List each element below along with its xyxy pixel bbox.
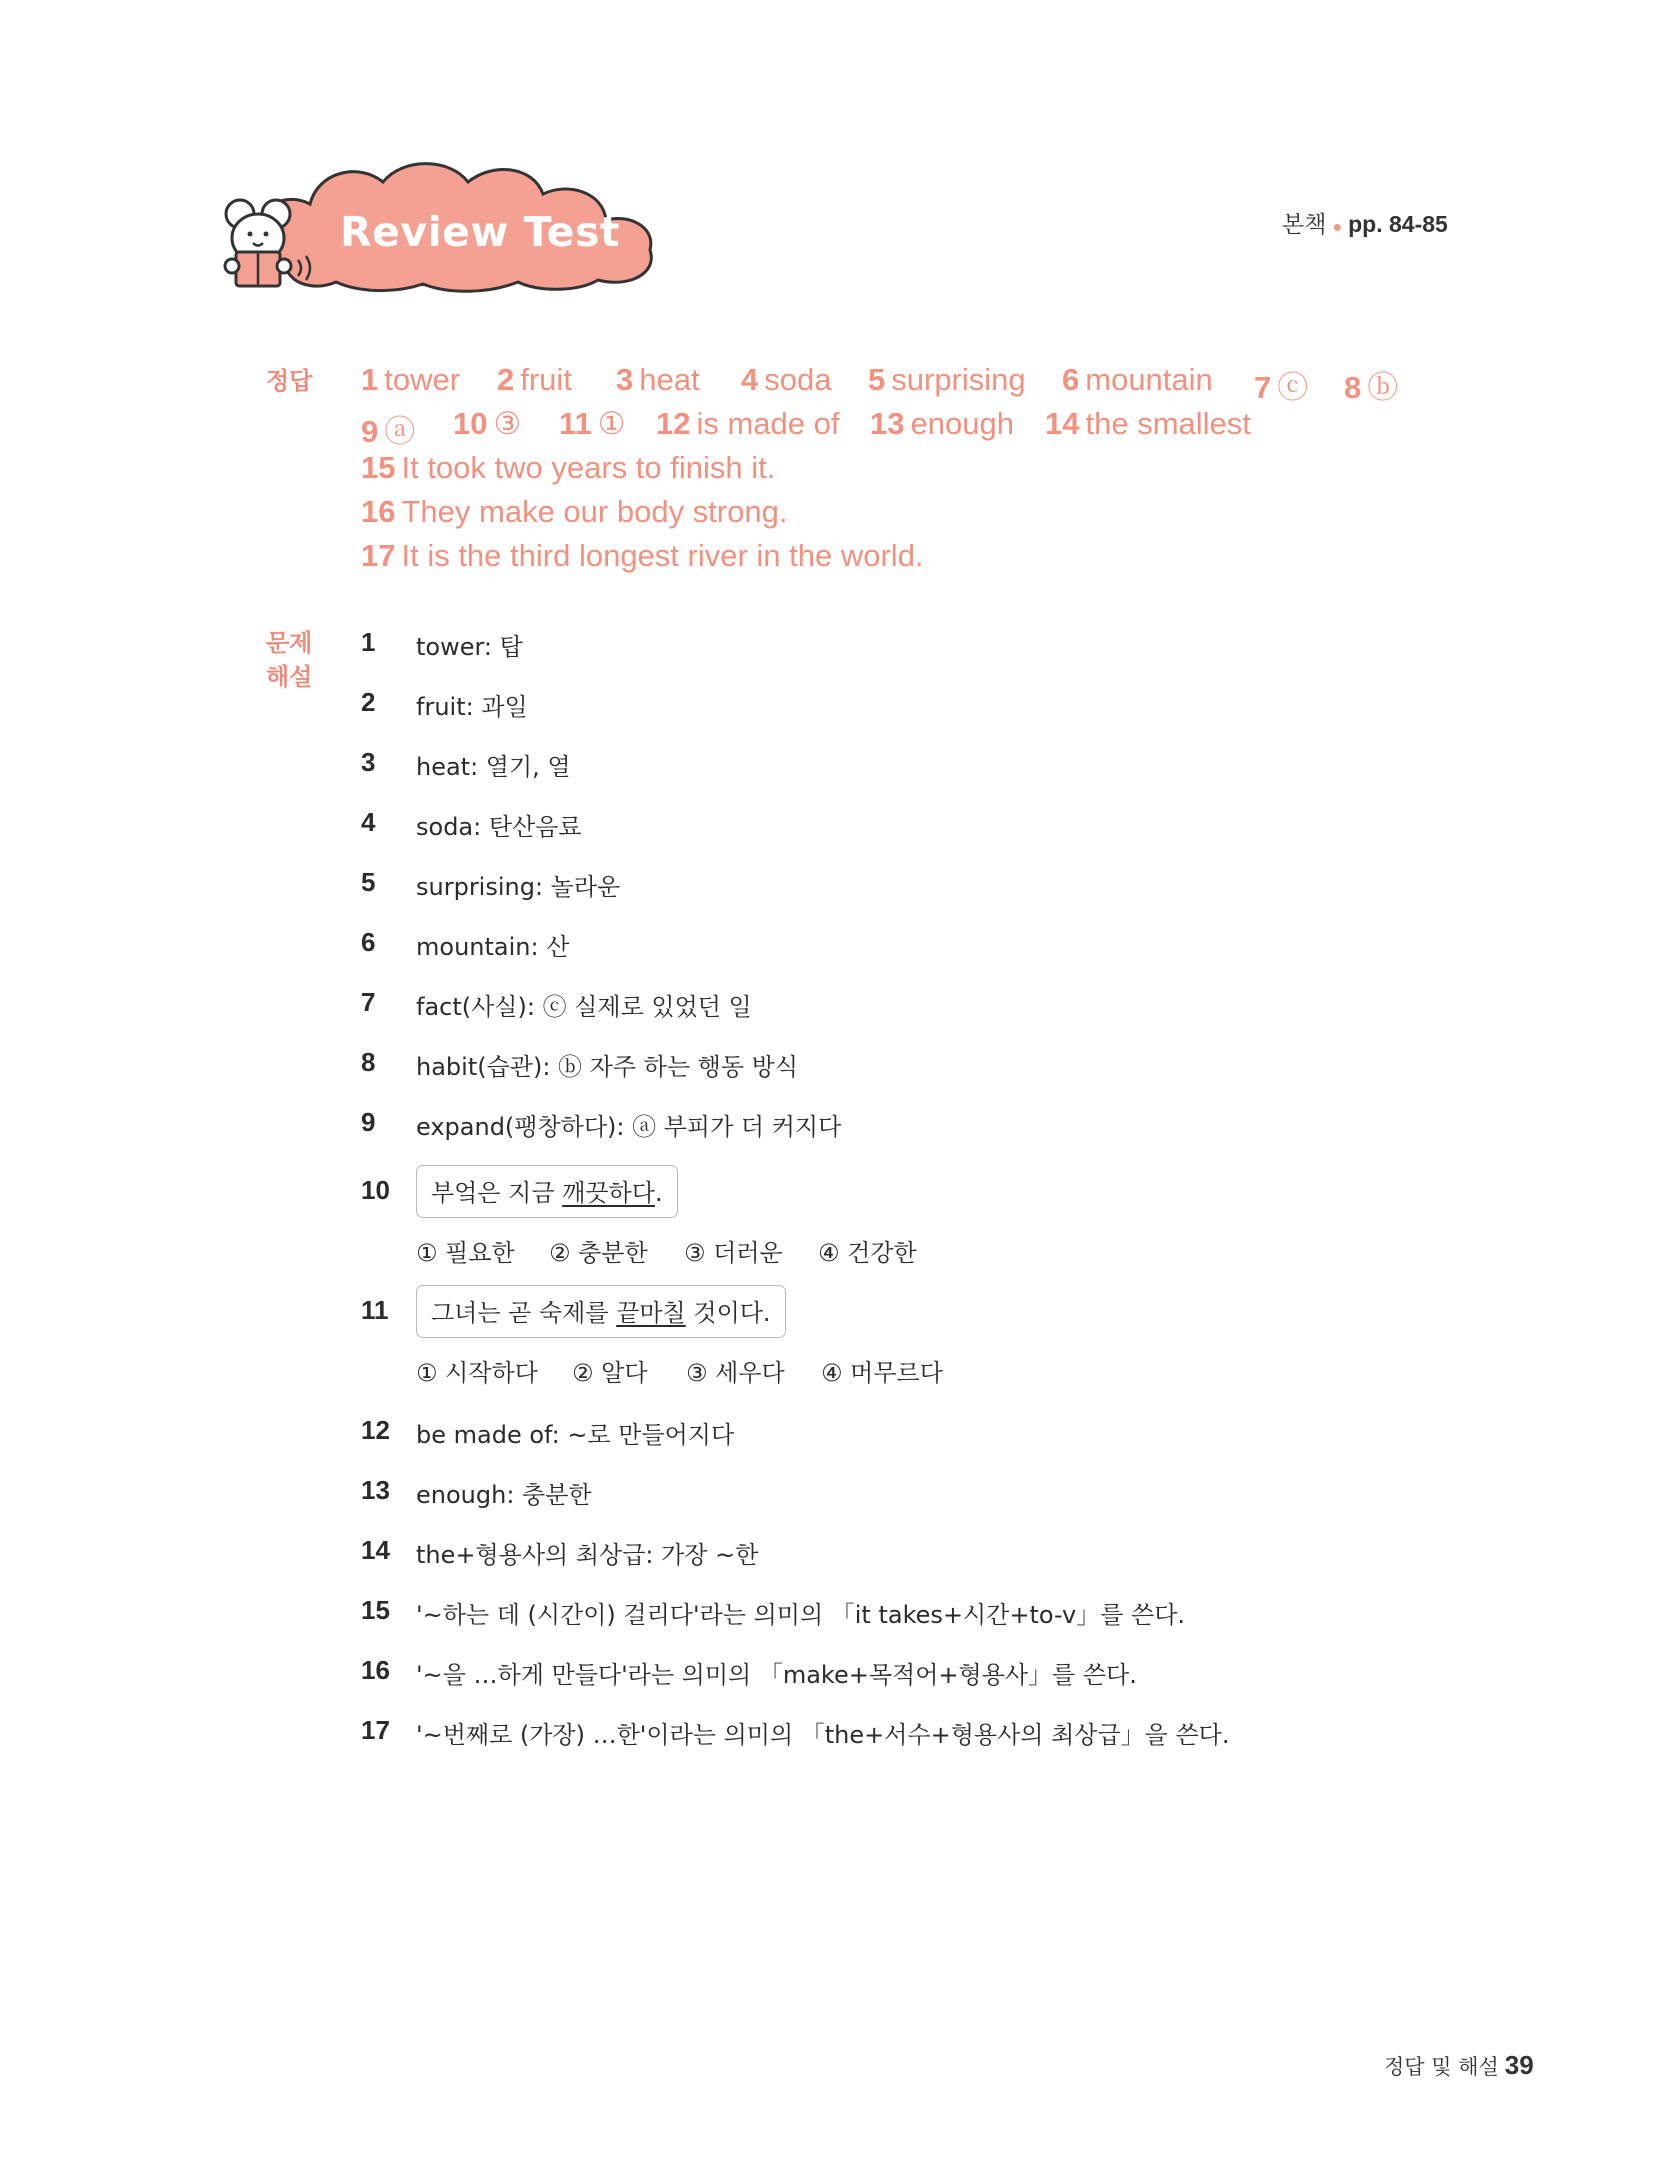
footer-label: 정답 및 해설 — [1384, 2055, 1499, 2079]
review-test-header — [218, 152, 738, 302]
answers-row — [361, 538, 1501, 582]
answer-item: 11 ① — [559, 406, 626, 441]
explanation-label-line2: 해설 — [266, 663, 313, 691]
question-sentence-box: 부엌은 지금 깨끗하다. — [416, 1165, 678, 1218]
answer-item: 16 They make our body strong. — [361, 494, 788, 529]
choice-item: ④ 머무르다 — [821, 1359, 943, 1387]
answers-label: 정답 — [266, 367, 313, 395]
answer-item: 13 enough — [870, 406, 1014, 441]
choice-item: ② 알다 — [572, 1359, 648, 1387]
answers-row — [361, 362, 1501, 406]
choice-item: ③ 더러운 — [684, 1239, 783, 1267]
choice-item: ② 충분한 — [549, 1239, 648, 1267]
answer-item: 4 soda — [741, 362, 832, 397]
page-ref-pages: pp. 84-85 — [1348, 211, 1448, 237]
page-footer — [1384, 2050, 1534, 2081]
choice-item: ④ 건강한 — [818, 1239, 917, 1267]
answer-item: 17 It is the third longest river in the world. — [361, 538, 924, 573]
answer-item: 10 ③ — [453, 406, 522, 441]
underlined-word: 끝마칠 — [616, 1299, 686, 1327]
answer-item: 15 It took two years to finish it. — [361, 450, 776, 485]
answers-row — [361, 450, 1501, 494]
page-reference — [1282, 206, 1448, 239]
answer-item: 5 surprising — [868, 362, 1026, 397]
answers-block — [361, 362, 1501, 582]
underlined-word: 깨끗하다 — [562, 1179, 655, 1207]
answer-item: 1 tower — [361, 362, 461, 397]
choice-item: ① 시작하다 — [416, 1359, 538, 1387]
answer-item: 8 ⓑ — [1344, 370, 1399, 405]
dot-separator-icon: ● — [1332, 219, 1343, 236]
explanation-label — [266, 626, 312, 694]
answer-item: 2 fruit — [497, 362, 572, 397]
answer-item: 7 ⓒ — [1254, 370, 1309, 405]
answer-item: 3 heat — [616, 362, 700, 397]
answer-item: 6 mountain — [1062, 362, 1213, 397]
explanation-label-line1: 문제 — [266, 629, 313, 657]
answer-item: 14 the smallest — [1045, 406, 1251, 441]
choice-item: ③ 세우다 — [686, 1359, 785, 1387]
page-ref-book: 본책 — [1282, 211, 1327, 237]
page-number: 39 — [1504, 2050, 1534, 2080]
question-sentence-box: 그녀는 곧 숙제를 끝마칠 것이다. — [416, 1285, 786, 1338]
answers-row — [361, 494, 1501, 538]
answer-item: 9 ⓐ — [361, 414, 416, 449]
answer-item: 12 is made of — [656, 406, 840, 441]
answers-row — [361, 406, 1501, 450]
header-title: Review Test — [340, 208, 620, 256]
choice-item: ① 필요한 — [416, 1239, 515, 1267]
